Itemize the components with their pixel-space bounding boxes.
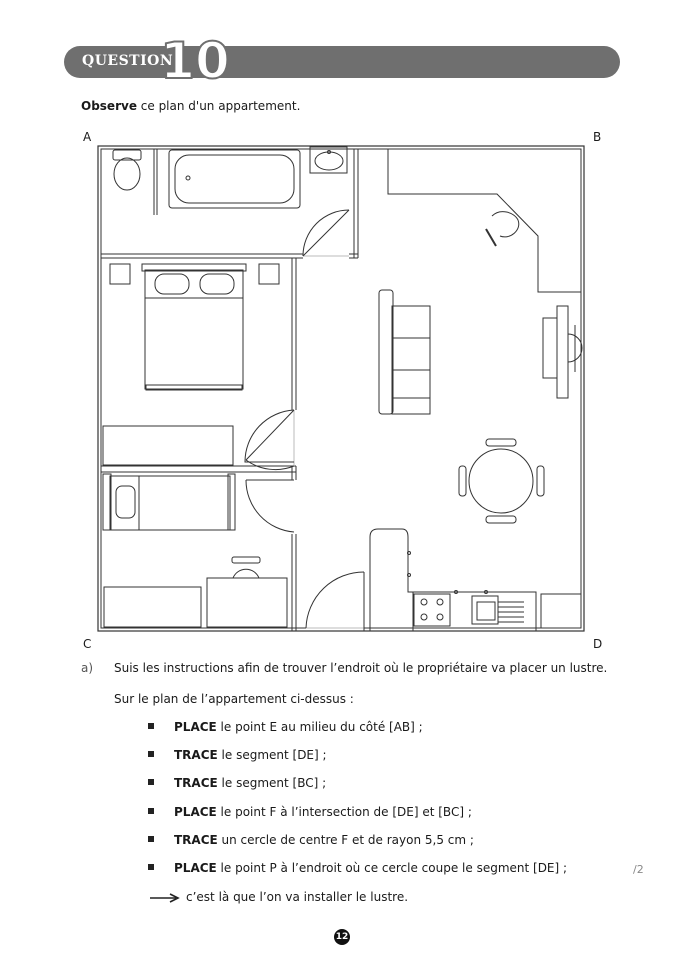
svg-text:10: 10 [160, 32, 230, 90]
question-text: Suis les instructions afin de trouver l’endroit où le propriétaire va placer un lustre. [114, 661, 608, 675]
sink [310, 147, 347, 173]
instruction-item [148, 748, 327, 762]
instruction-item [148, 805, 472, 819]
intro-bold: Observe [81, 99, 137, 113]
conclusion [150, 890, 408, 904]
conclusion-text: c’est là que l’on va installer le lustre. [186, 890, 409, 904]
intro-text [81, 99, 300, 113]
instruction-item [148, 861, 567, 875]
single-bed [103, 474, 235, 530]
instruction-text: le segment [BC] ; [217, 776, 327, 790]
bullet-icon [148, 864, 154, 870]
bullet-icon [148, 751, 154, 757]
page-number: 12 [334, 929, 350, 945]
instruction-text: le point E au milieu du côté [AB] ; [216, 720, 423, 734]
sofa [379, 290, 430, 414]
instruction-verb: PLACE [174, 805, 217, 819]
instruction-verb: PLACE [174, 720, 217, 734]
desk [207, 557, 287, 627]
apartment-floor-plan [92, 140, 592, 640]
bathtub [169, 150, 300, 208]
instruction-item [148, 720, 423, 734]
toilet [113, 150, 141, 190]
entry-door [306, 572, 364, 631]
arrow-right-icon [150, 893, 180, 903]
bullet-icon [148, 808, 154, 814]
dining-table [459, 439, 544, 523]
instructions-subheading: Sur le plan de l’appartement ci-dessus : [114, 692, 354, 706]
question-number [160, 32, 230, 90]
corner-desk [388, 149, 581, 292]
score-label: /2 [633, 863, 644, 876]
bullet-icon [148, 723, 154, 729]
tv-unit [543, 306, 582, 398]
double-bed [110, 264, 279, 390]
corner-c-label: C [83, 637, 92, 651]
intro-rest: ce plan d'un appartement. [136, 99, 301, 113]
bedroom-walls [101, 258, 296, 472]
small-room-dresser [104, 587, 201, 627]
question-label: QUESTION [82, 53, 174, 69]
fridge [541, 594, 581, 628]
question-letter: a) [81, 661, 94, 675]
bullet-icon [148, 779, 154, 785]
instruction-verb: PLACE [174, 861, 217, 875]
bullet-icon [148, 836, 154, 842]
kitchen-counter [370, 529, 581, 631]
instruction-verb: TRACE [174, 776, 218, 790]
corner-b-label: B [593, 130, 602, 144]
instruction-text: le segment [DE] ; [217, 748, 327, 762]
instruction-item [148, 833, 474, 847]
corner-d-label: D [593, 637, 603, 651]
instruction-item [148, 776, 326, 790]
instruction-text: le point F à l’intersection de [DE] et [BC] ; [216, 805, 472, 819]
corner-a-label: A [83, 130, 92, 144]
wardrobe [103, 426, 233, 465]
instruction-text: le point P à l’endroit où ce cercle coupe le segment [DE] ; [216, 861, 568, 875]
instruction-verb: TRACE [174, 748, 218, 762]
instruction-text: un cercle de centre F et de rayon 5,5 cm ; [217, 833, 474, 847]
instruction-verb: TRACE [174, 833, 218, 847]
small-room-door [246, 472, 296, 631]
